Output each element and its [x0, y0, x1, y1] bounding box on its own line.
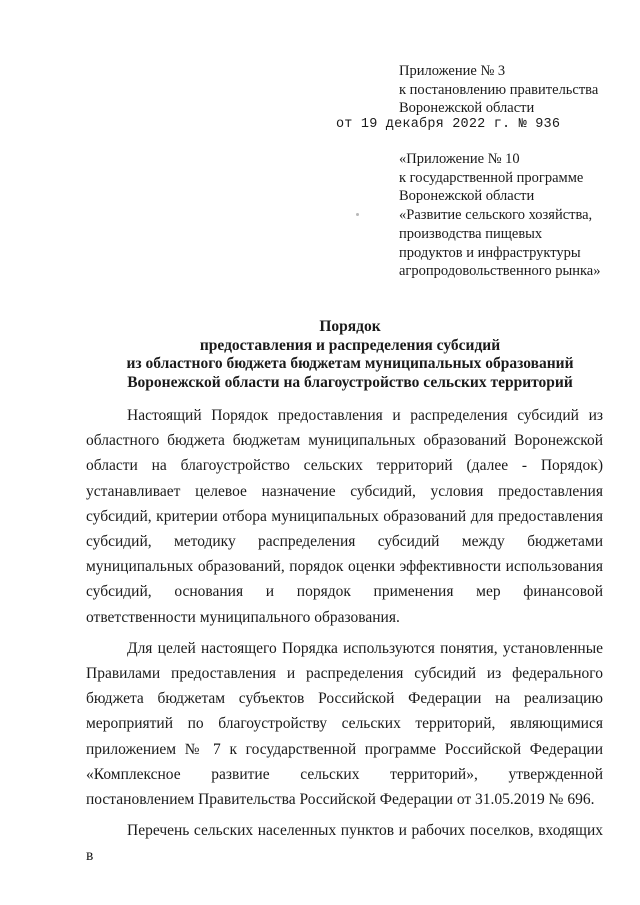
- appendix-date-stamp: от 19 декабря 2022 г. № 936: [336, 117, 561, 132]
- appendix-header: [399, 62, 598, 118]
- document-title: [60, 318, 640, 392]
- appendix-region: Воронежской области: [399, 100, 535, 116]
- program-appendix-line: продуктов и инфраструктуры: [399, 244, 581, 261]
- program-appendix-number: «Приложение № 10: [399, 151, 520, 167]
- program-appendix-line: агропродовольственного рынка»: [399, 263, 601, 280]
- scan-speck: [356, 213, 359, 216]
- title-line: Воронежской области на благоустройство сельских территорий: [127, 373, 573, 391]
- body-paragraph: Настоящий Порядок предоставления и распределения субсидий из областного бюджета бюджетам муниципальных образований Воронежской области на благоустройство сельских территорий (далее - Порядок) устанавливает целевое назначение субсидий, условия предоставления субсидий, критерии отбора муниципальных образований для предоставления субсидий, методику распределения субсидий между бюджетами муниципальных образований, порядок оценки эффективности использования субсидий, основания и порядок применения мер финансовой ответственности муниципального образования.: [86, 407, 603, 626]
- title-line: Порядок: [319, 318, 381, 335]
- body-paragraph: Для целей настоящего Порядка используются понятия, установленные Правилами предоставления и распределения субсидий из федерального бюджета бюджетам субъектов Российской Федерации на реализацию мероприятий по благоустройству сельских территорий, являющимися приложением № 7 к государственной программе Российской Федерации «Комплексное развитие сельских территорий», утвержденной постановлением Правительства Российской Федерации от 31.05.2019 № 696.: [86, 639, 603, 809]
- program-appendix-line: Воронежской области: [399, 188, 535, 205]
- program-appendix-header: [399, 150, 600, 281]
- appendix-resolution-ref: к постановлению правительства: [399, 81, 599, 98]
- document-body: [86, 403, 603, 875]
- title-line: предоставления и распределения субсидий: [199, 336, 501, 354]
- program-appendix-line: производства пищевых: [399, 225, 543, 242]
- appendix-number: Приложение № 3: [399, 63, 506, 79]
- program-appendix-line: к государственной программе: [399, 169, 584, 186]
- title-line: из областного бюджета бюджетам муниципальных образований: [126, 355, 574, 372]
- program-appendix-line: «Развитие сельского хозяйства,: [399, 207, 593, 224]
- body-paragraph: Перечень сельских населенных пунктов и рабочих поселков, входящих в: [86, 822, 603, 865]
